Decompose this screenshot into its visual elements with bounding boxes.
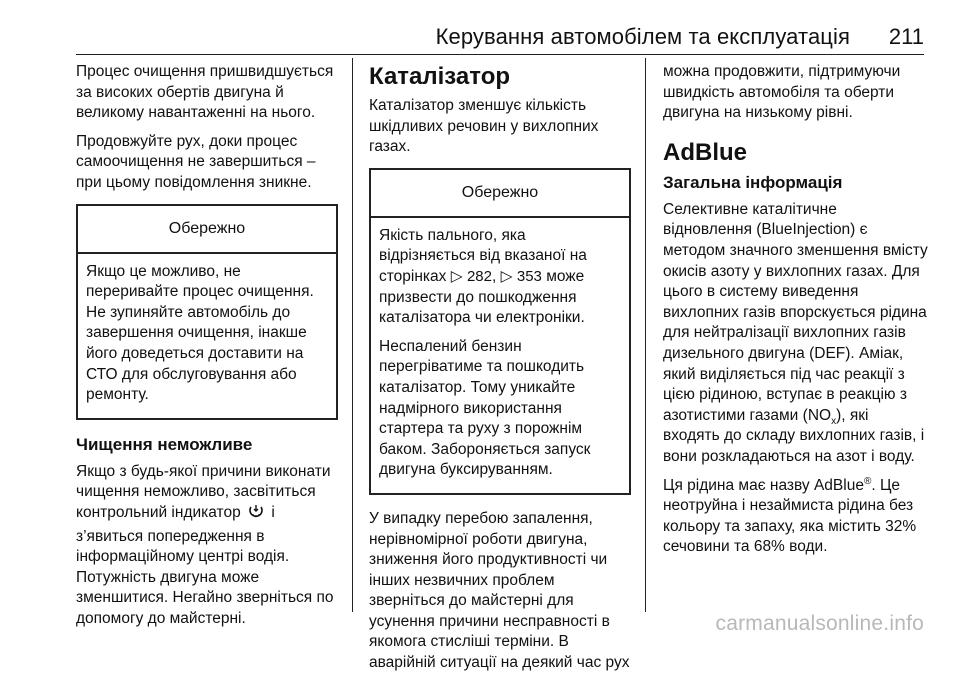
header-title: Керування автомобілем та експлуатація	[435, 24, 850, 49]
paragraph: Продовжуйте рух, доки процес самоочищення не завершиться – при цьому повідомлення зникне.	[76, 132, 316, 191]
warning-title: Обережно	[371, 170, 629, 218]
header-rule	[76, 54, 924, 55]
paragraph: Каталізатор зменшує кількість шкідливих речовин у вихлопних газах.	[369, 97, 599, 156]
watermark: carmanualsonline.info	[715, 612, 924, 635]
warning-text: Якщо це можливо, не переривайте процес очищення. Не зупиняйте автомобіль до завершення очищення, інакше його доведеться доставити на СТО для обслуговування або ремонту.	[86, 262, 314, 404]
registered-mark: ®	[863, 475, 872, 487]
paragraph	[663, 476, 929, 558]
warning-body	[78, 254, 336, 418]
text-span: Якщо з будь-якої причини виконати чищення неможливо, засвітиться контрольний індикатор	[76, 462, 331, 521]
page-number: 211	[888, 24, 924, 49]
text-span: ), які входять до складу вихлопних газів, і вони розкладаються на азот і воду.	[663, 406, 925, 465]
section-heading: AdBlue	[663, 138, 747, 166]
exhaust-filter-icon	[247, 504, 265, 527]
warning-text	[379, 226, 621, 329]
warning-box	[76, 204, 338, 420]
paragraph	[76, 462, 338, 630]
warning-title: Обережно	[78, 206, 336, 254]
column-divider-2	[645, 58, 646, 612]
warning-body	[371, 218, 629, 493]
column-1	[76, 62, 338, 637]
triangle-pointer-icon: ▷	[500, 267, 513, 285]
paragraph	[663, 200, 929, 468]
paragraph: Процес очищення пришвидшується за високих обертів двигуна й великому навантаженні на нього.	[76, 63, 334, 122]
text-span: . Це неотруйна і незаймиста рідина без кольору та запаху, яка містить 32% сечовини та 68% води.	[663, 476, 917, 556]
page-link[interactable]: 282	[466, 267, 492, 285]
warning-box	[369, 168, 631, 495]
subheading: Загальна інформація	[663, 172, 843, 192]
page-header	[0, 0, 960, 56]
subscript: x	[831, 415, 837, 427]
subheading: Чищення неможливе	[76, 434, 253, 454]
warning-text: Неспалений бензин перегріватиме та пошкодить каталізатор. Тому уникайте надмірного використання стартера та руху з порожнім баком. Забороняється запуск двигуна буксируванням.	[379, 337, 591, 479]
text-span: Ця рідина має назву AdBlue	[663, 476, 864, 494]
triangle-pointer-icon: ▷	[450, 267, 463, 285]
text-span: Якість пального, яка відрізняється від вказаної на сторінках	[379, 226, 587, 285]
text-span: і з’явиться попередження в інформаційному центрі водія. Потужність двигуна може зменшитися. Негайно зверніться по допомогу до майстерні.	[76, 503, 334, 627]
section-heading: Каталізатор	[369, 63, 511, 90]
column-2	[369, 62, 631, 682]
paragraph: У випадку перебою запалення, нерівномірної роботи двигуна, зниження його продуктивності чи інших незвичних проблем зверніться до майстерні для усунення причини несправності в якомога стисліші терміни. В аварійній ситуації на деякий час рух	[369, 509, 630, 672]
column-3	[663, 62, 929, 566]
column-divider-1	[352, 58, 353, 612]
paragraph: можна продовжити, підтримуючи швидкість автомобіля та оберти двигуна на низькому рівні.	[663, 63, 901, 122]
text-span: може призвести до пошкодження каталізатора чи електроніки.	[379, 267, 585, 327]
text-span: ,	[492, 267, 497, 285]
page-link[interactable]: 353	[516, 267, 542, 285]
text-span: Селективне каталітичне відновлення (BlueInjection) є методом значного зменшення вмісту окисів азоту у вихлопних газах. Для цього в систему виведення вихлопних газів впорскується рідина для нейтралізації вихлопних газів дизельного двигуна (DEF). Аміак, який виділяється під час реакції з цією рідиною, вступає в реакцію з азотистими газами (NO	[663, 200, 928, 424]
